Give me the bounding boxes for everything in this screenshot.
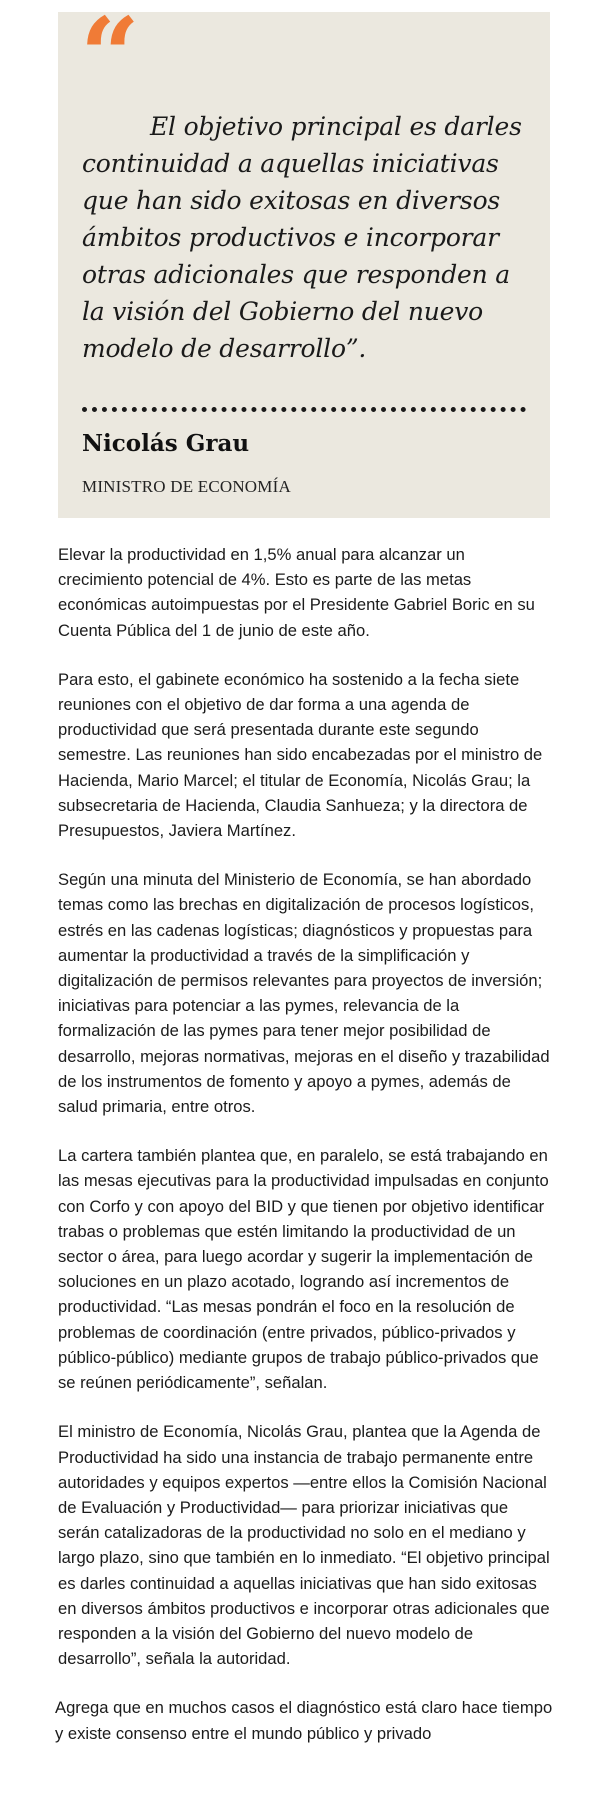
article-paragraph: Según una minuta del Ministerio de Economía, se han abordado temas como las brechas en digitalización de procesos logísticos, estrés en las cadenas logísticas; diagnósticos y propuestas para aumentar la productividad a través de la simplificación y digitalización de permisos relevantes para proyectos de inversión; iniciativas para potenciar a las pymes, relevancia de la formalización de las pymes para tener mejor posibilidad de desarrollo, mejoras normativas, mejoras en el diseño y trazabilidad de los instrumentos de fomento y apoyo a pymes, además de salud primaria, entre otros.: [58, 870, 550, 1117]
quote-author-role: MINISTRO DE ECONOMÍA: [82, 477, 291, 496]
quote-author: Nicolás Grau: [82, 430, 250, 457]
article-paragraph: El ministro de Economía, Nicolás Grau, plantea que la Agenda de Productividad ha sido una instancia de trabajo permanente entre autoridades y equipos expertos —entre ellos la Comisión Nacional de Evaluación y Productividad— para priorizar iniciativas que serán catalizadoras de la productividad no solo en el mediano y largo plazo, sino que también en lo inmediato. “El objetivo principal es darles continuidad a aquellas iniciativas que han sido exitosas en diversos ámbitos productivos e incorporar otras adicionales que responden a la visión del Gobierno del nuevo modelo de desarrollo”, señala la autoridad.: [58, 1422, 550, 1669]
quote-mark-icon: “: [80, 0, 140, 117]
pull-quote: [58, 0, 550, 518]
quote-text: El objetivo principal es darles continuidad a aquellas iniciativas que han sido exitosas en diversos ámbitos productivos e incorporar otras adicionales que responden a la visión del Gobierno del nuevo modelo de desarrollo”.: [82, 112, 522, 363]
article-paragraph: La cartera también plantea que, en paralelo, se está trabajando en las mesas ejecutivas para la productividad impulsadas en conjunto con Corfo y con apoyo del BID y que tienen por objetivo identificar trabas o problemas que estén limitando la productividad de un sector o área, para luego acordar y sugerir la implementación de soluciones en un plazo acotado, logrando así incrementos de productividad. “Las mesas pondrán el foco en la resolución de problemas de coordinación (entre privados, público-privados y público-público) mediante grupos de trabajo público-privados que se reúnen periódicamente”, señalan.: [58, 1146, 549, 1393]
article-paragraph: Agrega que en muchos casos el diagnóstico está claro hace tiempo y existe consenso entre el mundo público y privado: [55, 1698, 553, 1743]
article-paragraph: Elevar la productividad en 1,5% anual para alcanzar un crecimiento potencial de 4%. Esto es parte de las metas económicas autoimpuestas por el Presidente Gabriel Boric en su Cuenta Pública del 1 de junio de este año.: [58, 545, 535, 640]
quote-divider: [82, 407, 526, 412]
article-body: [55, 542, 554, 1770]
article-paragraph: Para esto, el gabinete económico ha sostenido a la fecha siete reuniones con el objetivo de dar forma a una agenda de productividad que será presentada durante este segundo semestre. Las reuniones han sido encabezadas por el ministro de Hacienda, Mario Marcel; el titular de Economía, Nicolás Grau; la subsecretaria de Hacienda, Claudia Sanhueza; y la directora de Presupuestos, Javiera Martínez.: [58, 669, 543, 841]
